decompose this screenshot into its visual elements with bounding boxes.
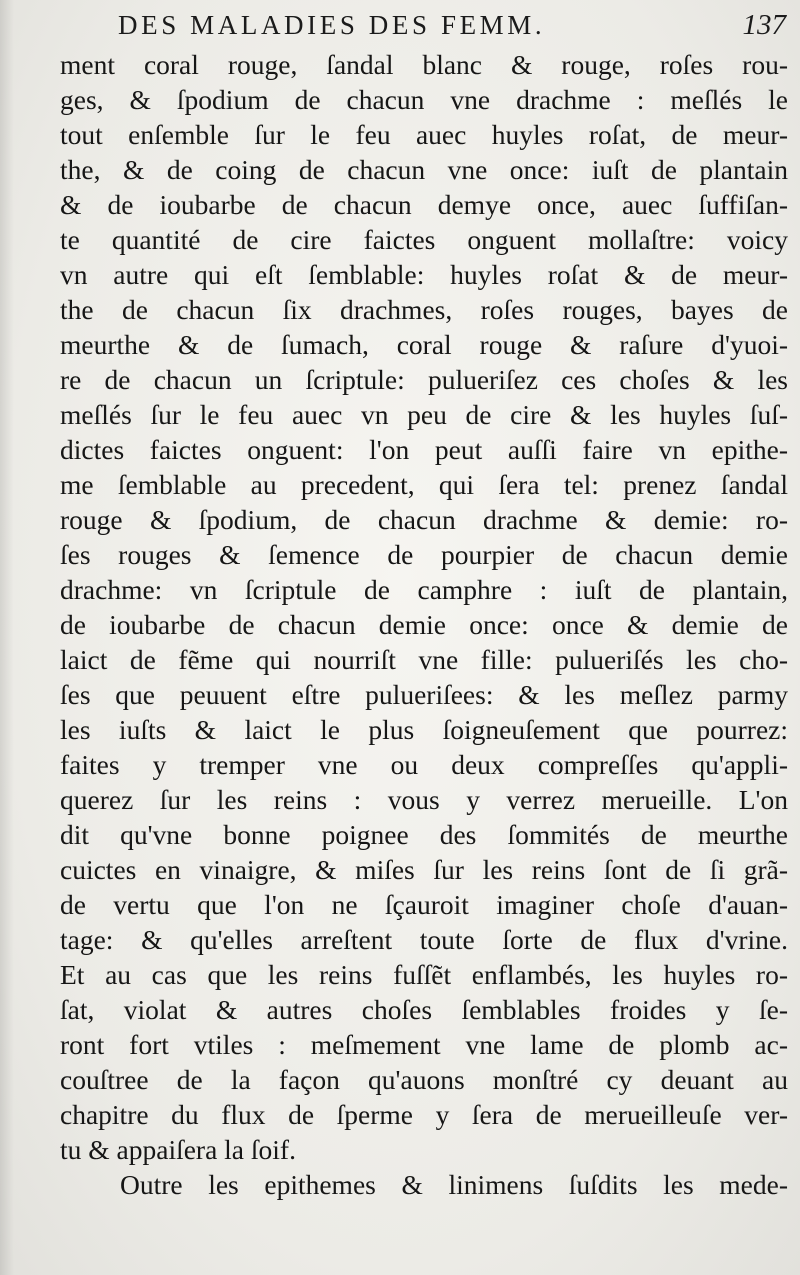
text-line: couſtree de la façon qu'auons monſtré cy deuant au (60, 1064, 788, 1095)
text-line: de ioubarbe de chacun demie once: once & demie de (60, 609, 788, 640)
text-line: te quantité de cire faictes onguent mollaſtre: voicy (60, 224, 788, 255)
text-line: the, & de coing de chacun vne once: iuſt de plantain (60, 154, 788, 185)
text-line: me ſemblable au precedent, qui ſera tel: prenez ſandal (60, 469, 788, 500)
text-line: tage: & qu'elles arreſtent toute ſorte de flux d'vrine. (60, 924, 788, 955)
running-header (118, 8, 794, 42)
text-line: ment coral rouge, ſandal blanc & rouge, roſes rou- (60, 49, 788, 80)
text-line: tu & appaiſera la ſoif. (60, 1134, 296, 1165)
text-line: drachme: vn ſcriptule de camphre : iuſt de plantain, (60, 574, 788, 605)
text-line: tout enſemble ſur le feu auec huyles roſat, de meur- (60, 119, 788, 150)
text-line: chapitre du flux de ſperme y ſera de merueilleuſe ver- (60, 1099, 788, 1130)
text-line: laict de fẽme qui nourriſt vne fille: pulueriſés les cho- (60, 644, 788, 675)
page-gutter-shadow (0, 0, 14, 1275)
text-line: ſes que peuuent eſtre pulueriſees: & les meſlez parmy (60, 679, 788, 710)
text-line: querez ſur les reins : vous y verrez merueille. L'on (60, 784, 788, 815)
text-line: vn autre qui eſt ſemblable: huyles roſat & de meur- (60, 259, 788, 290)
text-line: ſes rouges & ſemence de pourpier de chacun demie (60, 539, 788, 570)
text-line: Et au cas que les reins fuſſẽt enflambés, les huyles ro- (60, 959, 788, 990)
text-line: ſat, violat & autres choſes ſemblables froides y ſe- (60, 994, 788, 1025)
text-line: & de ioubarbe de chacun demye once, auec ſuffiſan- (60, 189, 788, 220)
text-line: dit qu'vne bonne poignee des ſommités de meurthe (60, 819, 788, 850)
text-line: the de chacun ſix drachmes, roſes rouges, bayes de (60, 294, 788, 325)
running-title: DES MALADIES DES FEMM. (118, 10, 546, 40)
text-line: les iuſts & laict le plus ſoigneuſement que pourrez: (60, 714, 788, 745)
text-line: cuictes en vinaigre, & miſes ſur les reins ſont de ſi grã- (60, 854, 788, 885)
text-line: faites y tremper vne ou deux compreſſes qu'appli- (60, 749, 788, 780)
text-line: re de chacun un ſcriptule: pulueriſez ces choſes & les (60, 364, 788, 395)
text-line: ges, & ſpodium de chacun vne drachme : meſlés le (60, 84, 788, 115)
text-line: dictes faictes onguent: l'on peut auſſi faire vn epithe- (60, 434, 788, 465)
text-line: de vertu que l'on ne ſçauroit imaginer choſe d'auan- (60, 889, 788, 920)
text-line: rouge & ſpodium, de chacun drachme & demie: ro- (60, 504, 788, 535)
text-line: ront fort vtiles : meſmement vne lame de plomb ac- (60, 1029, 788, 1060)
text-line: Outre les epithemes & linimens ſuſdits les mede- (120, 1169, 788, 1200)
page-number: 137 (742, 9, 786, 41)
text-line: meſlés ſur le feu auec vn peu de cire & les huyles ſuſ- (60, 399, 788, 430)
text-line: meurthe & de ſumach, coral rouge & raſure d'yuoi- (60, 329, 788, 360)
